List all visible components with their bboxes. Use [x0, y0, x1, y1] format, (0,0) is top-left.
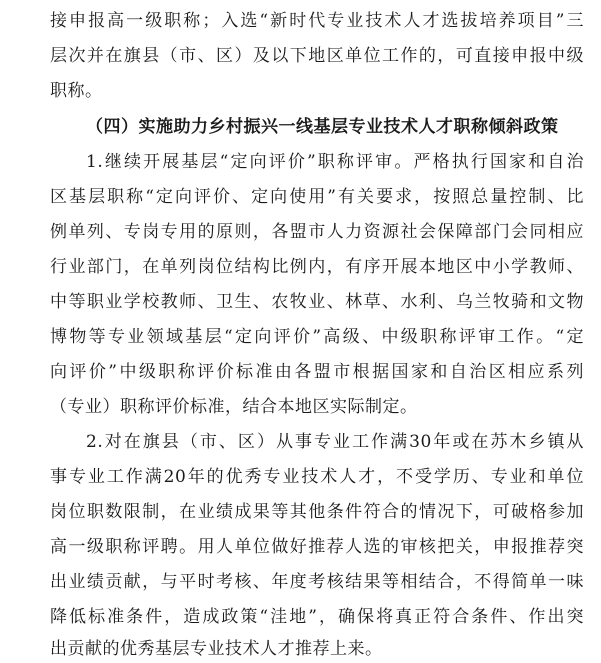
text-line: 行业部门，在单列岗位结构比例内，有序开展本地区中小学教师、 — [50, 257, 584, 277]
text-line: 高一级职称评聘。用人单位做好推荐人选的审核把关，申报推荐突 — [50, 537, 584, 557]
section-heading: （四）实施助力乡村振兴一线基层专业技术人才职称倾斜政策 — [86, 117, 559, 137]
text-line: 接申报高一级职称；入选“新时代专业技术人才选拔培养项目”三 — [50, 11, 584, 31]
text-line: 向评价”中级职称评价标准由各盟市根据国家和自治区相应系列 — [50, 362, 584, 382]
text-line: 1.继续开展基层“定向评价”职称评审。严格执行国家和自治 — [86, 152, 584, 172]
text-line: 职称。 — [50, 81, 103, 101]
text-line: 中等职业学校教师、卫生、农牧业、林草、水利、乌兰牧骑和文物 — [50, 292, 584, 312]
text-line: 出业绩贡献，与平时考核、年度考核结果等相结合，不得简单一味 — [50, 572, 584, 592]
text-line: 岗位职数限制，在业绩成果等其他条件符合的情况下，可破格参加 — [50, 502, 584, 522]
text-line: 降低标准条件，造成政策“洼地”，确保将真正符合条件、作出突 — [50, 607, 584, 627]
text-line: 例单列、专岗专用的原则，各盟市人力资源社会保障部门会同相应 — [50, 222, 584, 242]
text-line: 区基层职称“定向评价、定向使用”有关要求，按照总量控制、比 — [50, 187, 584, 207]
text-line: 博物等专业领域基层“定向评价”高级、中级职称评审工作。“定 — [50, 327, 584, 347]
text-line: 事专业工作满20年的优秀专业技术人才，不受学历、专业和单位 — [50, 467, 584, 487]
text-line: （专业）职称评价标准，结合本地区实际制定。 — [50, 397, 418, 417]
text-line: 出贡献的优秀基层专业技术人才推荐上来。 — [50, 639, 383, 659]
text-line: 2.对在旗县（市、区）从事专业工作满30年或在苏木乡镇从 — [86, 432, 584, 452]
text-line: 层次并在旗县（市、区）及以下地区单位工作的，可直接申报中级 — [50, 46, 584, 66]
